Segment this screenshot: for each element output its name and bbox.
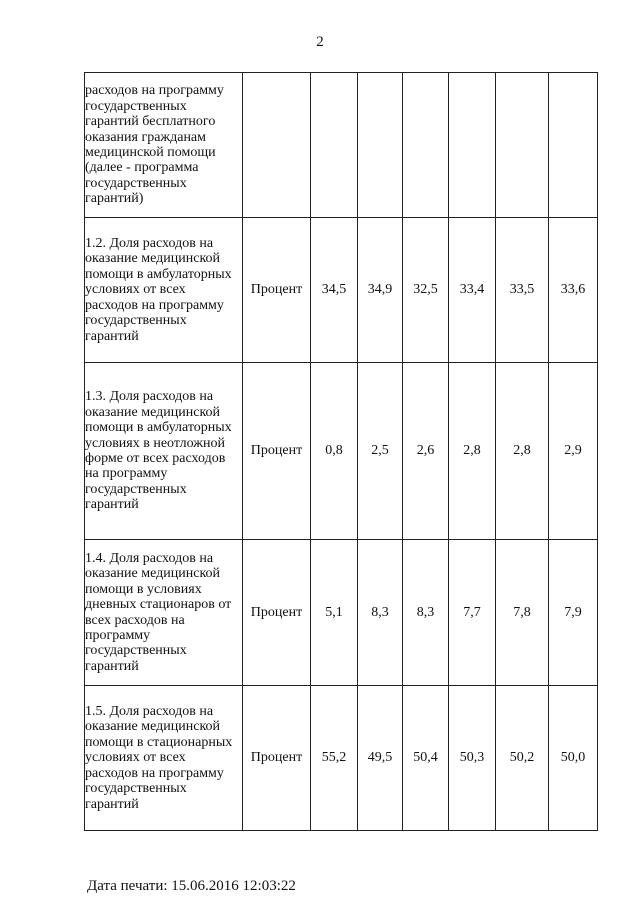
page-number: 2 <box>316 34 324 50</box>
value-cell: 7,7 <box>449 540 496 686</box>
value-cell: 50,0 <box>549 686 598 831</box>
value-cell: 7,8 <box>496 540 549 686</box>
value-cell <box>358 73 403 218</box>
value-cell: 33,5 <box>496 218 549 363</box>
table-row <box>85 540 598 686</box>
unit-cell: Процент <box>243 686 311 831</box>
indicator-description: 1.5. Доля расходов на оказание медицинской помощи в стационарных условиях от всех расходов на программу государственных гарантий <box>85 686 243 831</box>
indicators-table <box>84 72 598 831</box>
value-cell <box>449 73 496 218</box>
value-cell: 2,9 <box>549 363 598 540</box>
table-row <box>85 363 598 540</box>
indicator-description: 1.4. Доля расходов на оказание медицинской помощи в условиях дневных стационаров от всех расходов на программу государственных гарантий <box>85 540 243 686</box>
unit-cell <box>243 73 311 218</box>
value-cell <box>549 73 598 218</box>
value-cell: 50,3 <box>449 686 496 831</box>
table-row <box>85 73 598 218</box>
value-cell: 8,3 <box>358 540 403 686</box>
value-cell <box>403 73 449 218</box>
table-row <box>85 218 598 363</box>
value-cell: 49,5 <box>358 686 403 831</box>
value-cell: 2,8 <box>496 363 549 540</box>
value-cell: 34,9 <box>358 218 403 363</box>
table-row <box>85 686 598 831</box>
indicator-description: 1.2. Доля расходов на оказание медицинской помощи в амбулаторных условиях от всех расходов на программу государственных гарантий <box>85 218 243 363</box>
value-cell: 2,6 <box>403 363 449 540</box>
value-cell <box>311 73 358 218</box>
indicator-description: 1.3. Доля расходов на оказание медицинской помощи в амбулаторных условиях в неотложной форме от всех расходов на программу государственных гарантий <box>85 363 243 540</box>
value-cell: 55,2 <box>311 686 358 831</box>
value-cell: 33,4 <box>449 218 496 363</box>
value-cell: 32,5 <box>403 218 449 363</box>
value-cell: 2,5 <box>358 363 403 540</box>
value-cell: 5,1 <box>311 540 358 686</box>
value-cell: 33,6 <box>549 218 598 363</box>
value-cell: 0,8 <box>311 363 358 540</box>
indicator-description: расходов на программу государственных гарантий бесплатного оказания гражданам медицинской помощи (далее - программа государственных гарантий) <box>85 73 243 218</box>
value-cell <box>496 73 549 218</box>
value-cell: 8,3 <box>403 540 449 686</box>
value-cell: 34,5 <box>311 218 358 363</box>
print-date: Дата печати: 15.06.2016 12:03:22 <box>87 878 296 894</box>
unit-cell: Процент <box>243 218 311 363</box>
value-cell: 7,9 <box>549 540 598 686</box>
unit-cell: Процент <box>243 540 311 686</box>
value-cell: 50,4 <box>403 686 449 831</box>
value-cell: 2,8 <box>449 363 496 540</box>
value-cell: 50,2 <box>496 686 549 831</box>
unit-cell: Процент <box>243 363 311 540</box>
